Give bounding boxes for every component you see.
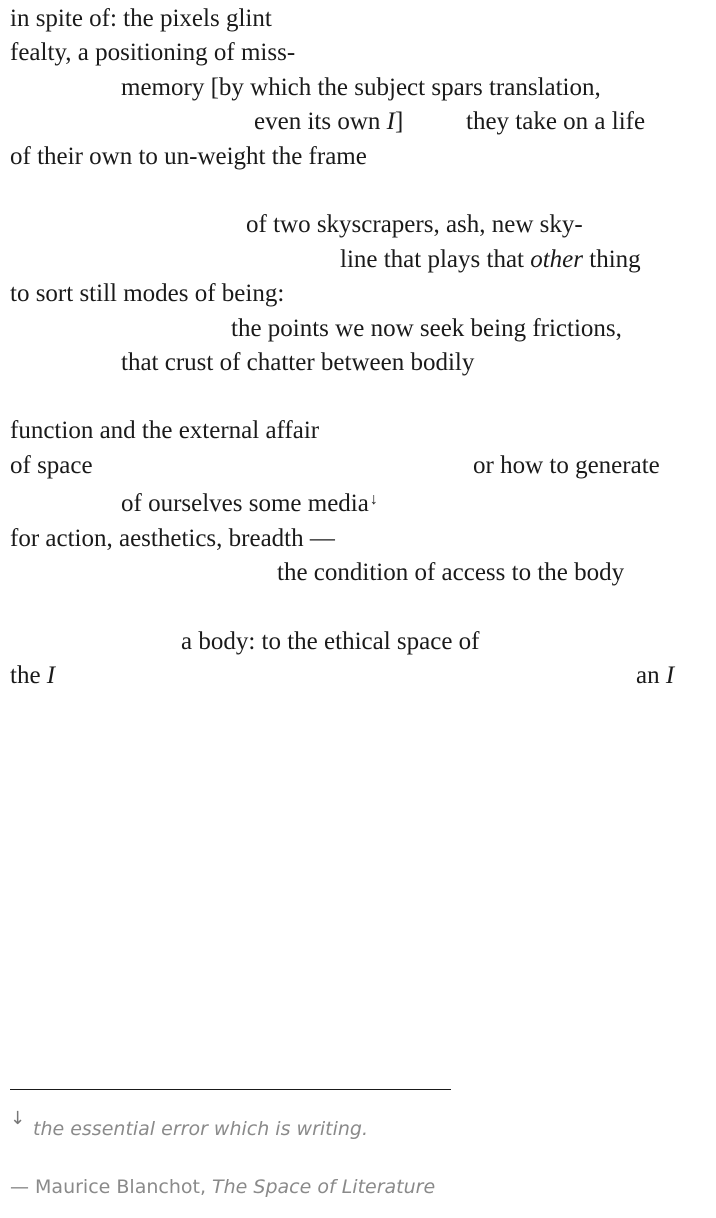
poem-line-14-text: for action, aesthetics, breadth —	[10, 525, 335, 552]
poem-line-4-right	[466, 105, 645, 139]
attribution-book-title: The Space of Literature	[212, 1176, 436, 1198]
poem-line-17-right	[636, 659, 674, 693]
poem-line-4-italic-i: I	[386, 108, 395, 135]
poem-line-2-text: fealty, a positioning of miss-	[10, 39, 296, 66]
poem-line-17-italic-i-right: I	[665, 662, 675, 689]
poem-line-14	[10, 522, 335, 556]
poem-line-3-text: memory [by which the subject spars translation,	[121, 74, 601, 101]
poem-line-15	[277, 556, 624, 590]
poem-line-9	[231, 312, 622, 346]
poem-line-17-italic-i-left: I	[46, 662, 56, 689]
poem-line-15-text: the condition of access to the body	[277, 559, 625, 586]
poem-line-7-text-c: thing	[583, 246, 641, 273]
poem-line-5-text: of their own to un-weight the frame	[10, 143, 367, 170]
footnote-ref-arrow-icon[interactable]: ↓	[369, 491, 378, 508]
poem-line-12-text-right: or how to generate	[473, 452, 660, 479]
attribution-author: — Maurice Blanchot,	[10, 1176, 213, 1198]
footnote-text: the essential error which is writing.	[33, 1118, 369, 1140]
poem-line-4-bracket: ]	[394, 108, 404, 135]
poem-line-4-text-a: even its own	[254, 108, 387, 135]
poem-line-7-text-a: line that plays that	[340, 246, 531, 273]
poem-line-12-left	[10, 449, 93, 483]
poem-line-1-text: in spite of: the pixels glint	[10, 5, 272, 32]
poem-line-13-text: of ourselves some media	[121, 490, 369, 517]
poem-line-11-text: function and the external affair	[10, 417, 320, 444]
poem-line-16	[181, 625, 480, 659]
poem-line-7	[340, 243, 641, 277]
poem-line-12-text-left: of space	[10, 452, 93, 479]
poem-line-2	[10, 36, 295, 70]
footnote-divider	[10, 1089, 451, 1090]
poem-line-4-text-right: they take on a life	[466, 108, 646, 135]
poem-line-13	[121, 487, 378, 521]
poem-line-4	[254, 105, 403, 139]
footnote-attribution	[10, 1176, 435, 1198]
poem-line-10	[121, 346, 474, 380]
poem-line-16-text: a body: to the ethical space of	[181, 628, 480, 655]
poem-line-8	[10, 277, 284, 311]
poem-line-3	[121, 71, 601, 105]
poem-line-10-text: that crust of chatter between bodily	[121, 349, 475, 376]
poem-line-6	[246, 208, 583, 242]
poem-line-6-text: of two skyscrapers, ash, new sky-	[246, 211, 583, 238]
poem-line-12-right	[473, 449, 660, 483]
poem-line-5	[10, 140, 367, 174]
poem-line-17-text-left: the	[10, 662, 47, 689]
poem-line-11	[10, 414, 319, 448]
poem-line-7-italic-other: other	[530, 246, 584, 273]
poem-line-17-text-right: an	[636, 662, 666, 689]
poem-line-17-left	[10, 659, 55, 693]
footnote-arrow-icon: ↓	[10, 1108, 26, 1129]
poem-line-8-text: to sort still modes of being:	[10, 280, 285, 307]
poem-line-9-text: the points we now seek being frictions,	[231, 315, 622, 342]
poem-line-1	[10, 2, 272, 36]
